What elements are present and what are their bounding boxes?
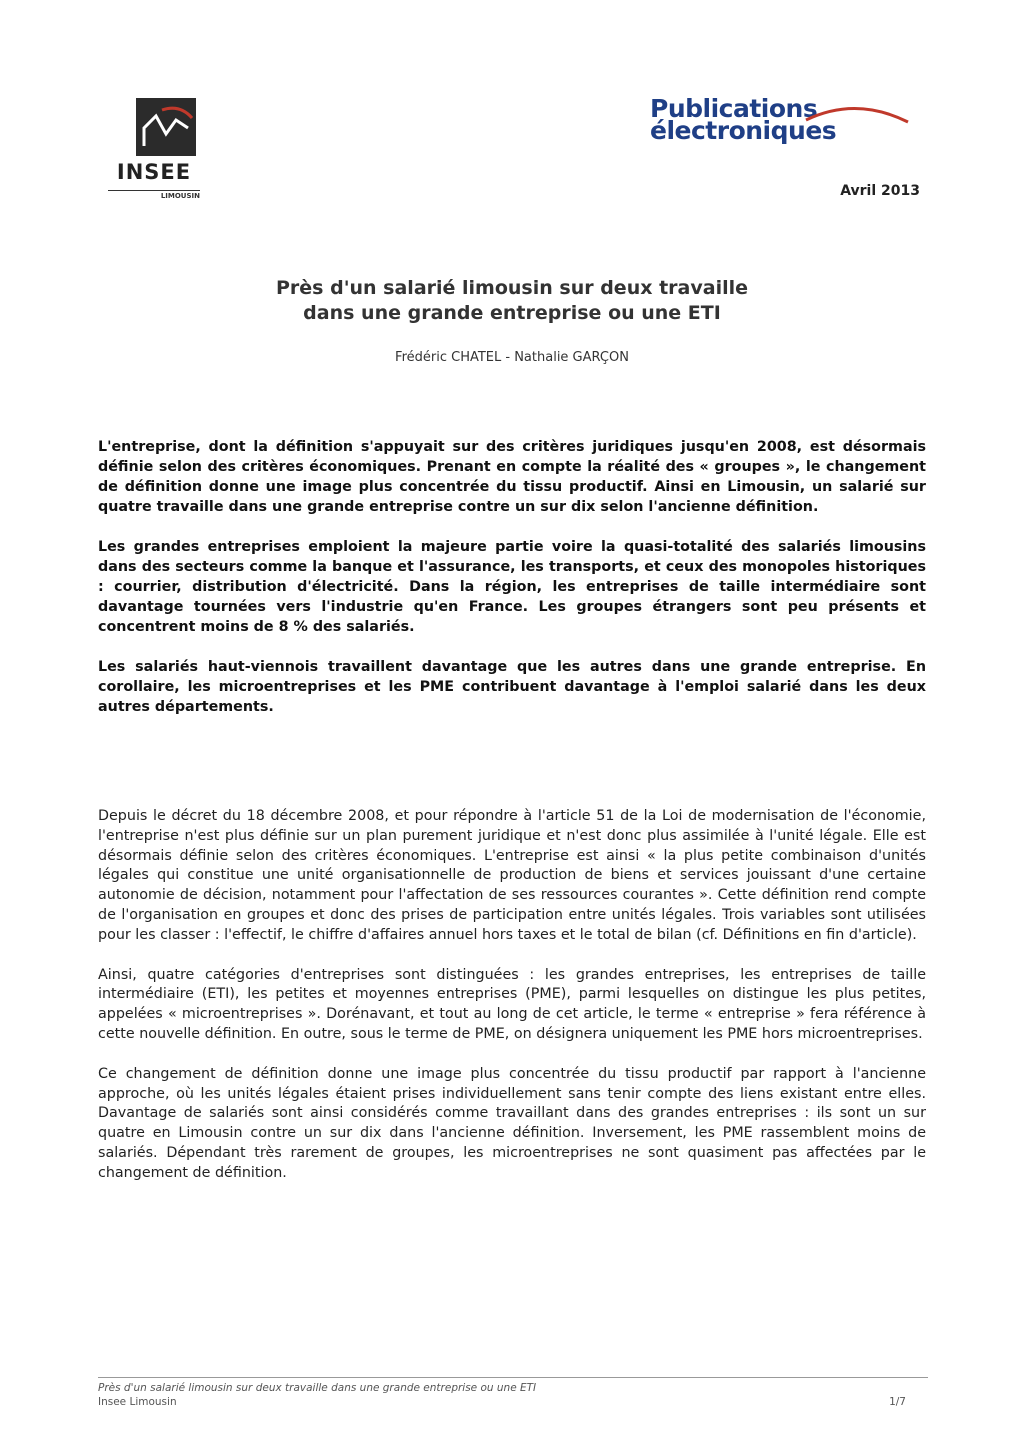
publication-date: Avril 2013: [840, 183, 920, 199]
summary-paragraph: Les salariés haut-viennois travaillent davantage que les autres dans une grande entreprise. En corollaire, les microentreprises et les PME contribuent davantage à l'emploi salarié dans les deux autres départements.: [98, 659, 926, 715]
publications-logo-line1: Publications: [650, 94, 818, 123]
insee-wordmark: INSEE: [116, 160, 192, 184]
body-paragraph: Ainsi, quatre catégories d'entreprises sont distinguées : les grandes entreprises, les entreprises de taille intermédiaire (ETI), les petites et moyennes entreprises (PME), parmi lesquelles on distingue les plus petites, appelées « microentreprises ». Dorénavant, et tout au long de cet article, le terme « entreprise » fera référence à cette nouvelle définition. En outre, sous le terme de PME, on désignera uniquement les PME hors microentreprises.: [98, 966, 926, 1042]
article-summary: [98, 437, 926, 737]
footer-title: Près d'un salarié limousin sur deux travaille dans une grande entreprise ou une ETI: [98, 1382, 537, 1394]
summary-paragraph: Les grandes entreprises emploient la majeure partie voire la quasi-totalité des salariés limousins dans des secteurs comme la banque et l'assurance, les transports, et ceux des monopoles historiques : courrier, distribution d'électricité. Dans la région, les entreprises de taille intermédiaire sont davantage tournées vers l'industrie qu'en France. Les groupes étrangers sont peu présents et concentrent moins de 8 % des salariés.: [98, 539, 926, 635]
swoosh-icon: [796, 100, 916, 150]
body-paragraph: Depuis le décret du 18 décembre 2008, et pour répondre à l'article 51 de la Loi de modernisation de l'économie, l'entreprise n'est plus définie sur un plan purement juridique et n'est donc plus assimilée à l'unité légale. Elle est désormais définie selon des critères économiques. L'entreprise est ainsi « la plus petite combinaison d'unités légales qui constitue une unité organisationnelle de production de biens et services jouissant d'une certaine autonomie de décision, notamment pour l'affectation de ses ressources courantes ». Cette définition rend compte de l'organisation en groupes et donc des prises de participation entre unités légales. Trois variables sont utilisées pour les classer : l'effectif, le chiffre d'affaires annuel hors taxes et le total de bilan (cf. Définitions en fin d'article).: [98, 808, 926, 943]
publications-logo: [650, 94, 930, 154]
article-body: [98, 807, 926, 1204]
insee-subtitle: LIMOUSIN: [108, 190, 200, 200]
footer-divider: [98, 1377, 928, 1378]
body-paragraph: Ce changement de définition donne une image plus concentrée du tissu productif par rapport à l'ancienne approche, où les unités légales étaient prises individuellement sans tenir compte des liens existant entre elles. Davantage de salariés sont ainsi considérés comme travaillant dans des grandes entreprises : ils sont un sur quatre en Limousin contre un sur dix dans l'ancienne définition. Inversement, les PME rassemblent moins de salariés. Dépendant très rarement de groupes, les microentreprises ne sont quasiment pas affectées par le changement de définition.: [98, 1065, 926, 1181]
article-authors: Frédéric CHATEL - Nathalie GARÇON: [395, 350, 629, 365]
publications-logo-line2: électroniques: [650, 116, 837, 145]
article-title: [0, 276, 1024, 326]
article-title-line1: Près d'un salarié limousin sur deux travaille: [275, 277, 748, 299]
insee-logo: [108, 98, 200, 206]
insee-logo-icon: [136, 98, 196, 156]
article-title-line2: dans une grande entreprise ou une ETI: [303, 302, 721, 324]
footer-org: Insee Limousin: [98, 1396, 177, 1408]
summary-paragraph: L'entreprise, dont la définition s'appuyait sur des critères juridiques jusqu'en 2008, est désormais définie selon des critères économiques. Prenant en compte la réalité des « groupes », le changement de définition donne une image plus concentrée du tissu productif. Ainsi en Limousin, un salarié sur quatre travaille dans une grande entreprise contre un sur dix selon l'ancienne définition.: [98, 439, 926, 515]
page-number: 1/7: [889, 1396, 906, 1408]
